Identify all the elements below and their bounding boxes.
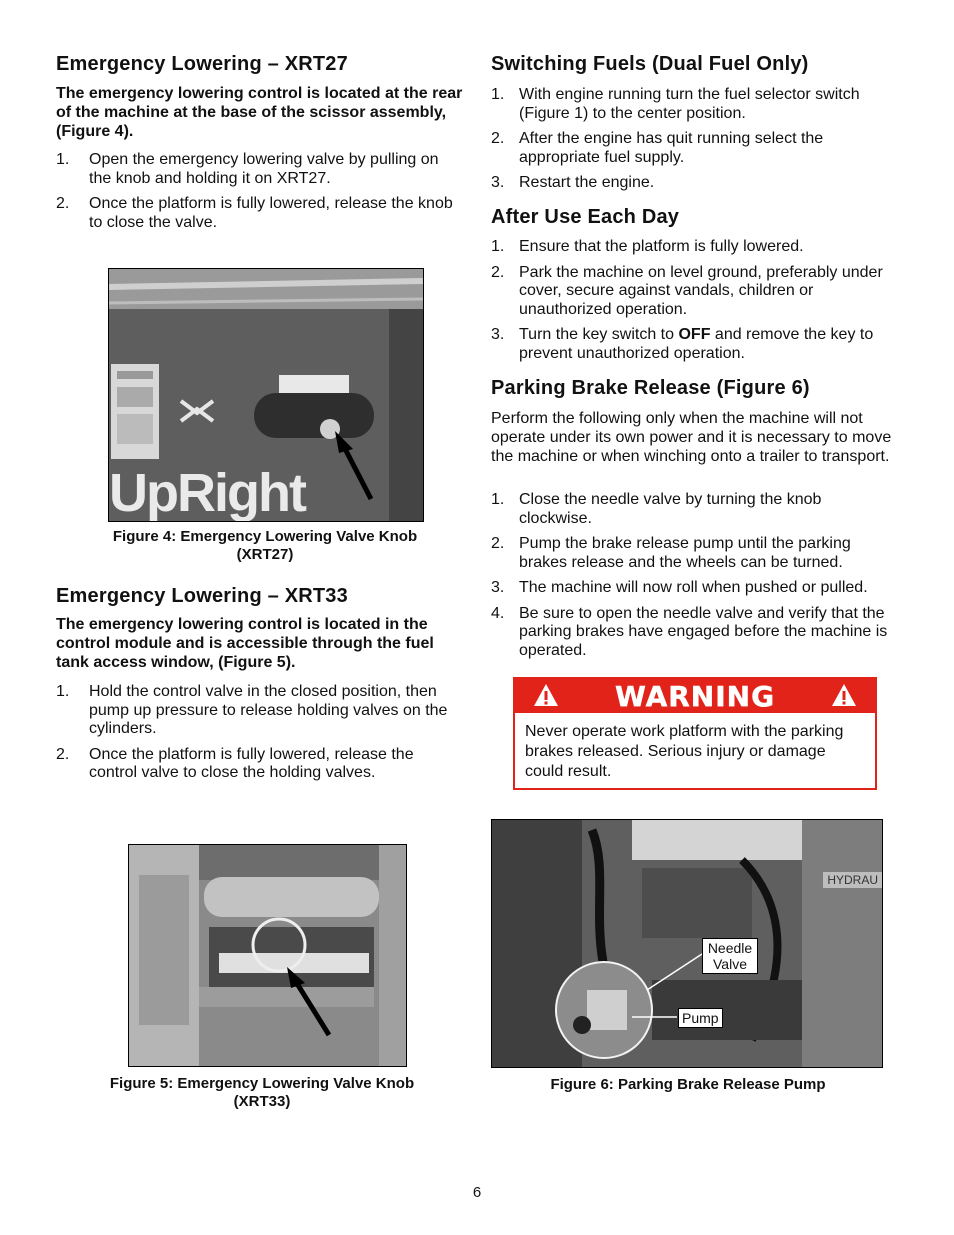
page-number: 6 bbox=[472, 1184, 482, 1201]
steps-xrt33 bbox=[56, 683, 466, 790]
heading-after-use: After Use Each Day bbox=[491, 206, 680, 228]
list-item: 3. Turn the key switch to OFF and remove the key to prevent unauthorized operation. bbox=[491, 326, 874, 362]
lead-xrt33: The emergency lowering control is located in the control module and is accessible through the fuel tank access window, (Figure 5). bbox=[56, 616, 434, 671]
pump-callout: Pump bbox=[678, 1008, 723, 1028]
steps-after-use bbox=[491, 238, 896, 370]
list-item: 1. Ensure that the platform is fully lowered. bbox=[491, 238, 804, 255]
figure-5-caption: Figure 5: Emergency Lowering Valve Knob (XRT33) bbox=[109, 1075, 415, 1110]
figure-6-image bbox=[492, 820, 882, 1067]
heading-parking-brake: Parking Brake Release (Figure 6) bbox=[491, 377, 810, 399]
list-item: 3. The machine will now roll when pushed or pulled. bbox=[491, 579, 868, 596]
list-item: 2. After the engine has quit running select the appropriate fuel supply. bbox=[491, 130, 824, 166]
figure-5-photo bbox=[128, 844, 407, 1067]
heading-xrt33: Emergency Lowering – XRT33 bbox=[56, 585, 348, 607]
heading-xrt27: Emergency Lowering – XRT27 bbox=[56, 53, 348, 75]
parking-intro: Perform the following only when the machine will not operate under its own power and it is necessary to move the machine or when winching onto a trailer to transport. bbox=[491, 410, 892, 465]
list-item: 2. Pump the brake release pump until the parking brakes release and the wheels can be turned. bbox=[491, 535, 851, 571]
list-item: 2. Once the platform is fully lowered, release the knob to close the valve. bbox=[56, 195, 453, 231]
warning-header bbox=[515, 679, 875, 713]
list-item: 1. Close the needle valve by turning the knob clockwise. bbox=[491, 491, 822, 527]
warning-triangle-icon bbox=[831, 683, 857, 707]
figure-4-brand: UpRight bbox=[109, 463, 305, 522]
figure-4-caption: Figure 4: Emergency Lowering Valve Knob (XRT27) bbox=[112, 528, 418, 563]
steps-parking-brake bbox=[491, 491, 896, 667]
list-item: 1. With engine running turn the fuel selector switch (Figure 1) to the center position. bbox=[491, 86, 860, 122]
figure-5-image bbox=[129, 845, 406, 1066]
warning-body: Never operate work platform with the parking brakes released. Serious injury or damage could result. bbox=[525, 723, 844, 780]
lead-xrt27: The emergency lowering control is located at the rear of the machine at the base of the scissor assembly, (Figure 4). bbox=[56, 85, 463, 140]
warning-box bbox=[513, 677, 877, 790]
figure-6-photo bbox=[491, 819, 883, 1068]
needle-valve-callout: Needle Valve bbox=[702, 938, 758, 974]
warning-title: WARNING bbox=[614, 679, 776, 713]
figure-6-caption: Figure 6: Parking Brake Release Pump bbox=[550, 1076, 826, 1093]
figure-4-photo bbox=[108, 268, 424, 522]
heading-switching-fuels: Switching Fuels (Dual Fuel Only) bbox=[491, 53, 809, 75]
list-item: 2. Once the platform is fully lowered, release the control valve to close the holding valves. bbox=[56, 745, 414, 781]
list-item: 1. Hold the control valve in the closed position, then pump up pressure to release holding valves on the cylinders. bbox=[56, 683, 448, 737]
steps-xrt27 bbox=[56, 151, 456, 239]
hydrau-label: HYDRAU bbox=[823, 872, 882, 888]
list-item: 3. Restart the engine. bbox=[491, 174, 655, 191]
steps-switching-fuels bbox=[491, 86, 896, 200]
list-item: 4. Be sure to open the needle valve and verify that the parking brakes have engaged before the machine is operated. bbox=[491, 604, 888, 659]
list-item: 2. Park the machine on level ground, preferably under cover, secure against vandals, children or unauthorized operation. bbox=[491, 263, 883, 318]
warning-triangle-icon bbox=[533, 683, 559, 707]
list-item: 1. Open the emergency lowering valve by pulling on the knob and holding it on XRT27. bbox=[56, 151, 439, 187]
